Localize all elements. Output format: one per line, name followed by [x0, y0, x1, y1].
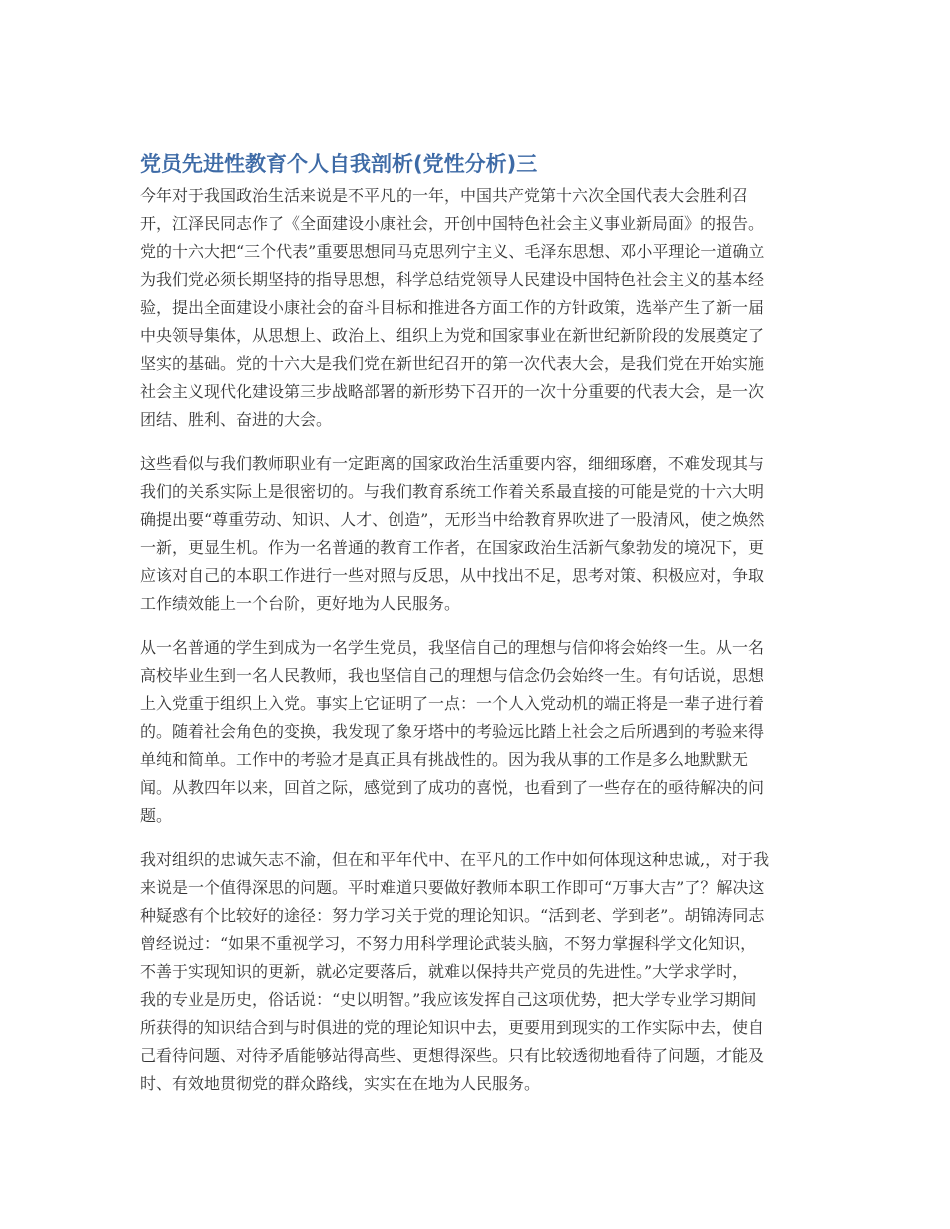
- text-line: 坚实的基础。党的十六大是我们党在新世纪召开的第一次代表大会，是我们党在开始实施: [140, 354, 765, 373]
- text-line: 这些看似与我们教师职业有一定距离的国家政治生活重要内容，细细琢磨，不难发现其与: [140, 454, 765, 473]
- text-line: 的。随着社会角色的变换，我发现了象牙塔中的考验远比踏上社会之后所遇到的考验来得: [140, 722, 765, 741]
- text-line: 高校毕业生到一名人民教师，我也坚信自己的理想与信念仍会始终一生。有句话说，思想: [140, 666, 765, 685]
- document-title: 党员先进性教育个人自我剖析(党性分析)三: [140, 152, 538, 176]
- paragraph-3: [140, 634, 812, 830]
- text-line: 我的专业是历史，俗话说：“史以明智。”我应该发挥自己这项优势，把大学专业学习期间: [140, 990, 757, 1009]
- text-line: 今年对于我国政治生活来说是不平凡的一年，中国共产党第十六次全国代表大会胜利召: [140, 186, 749, 205]
- text-line: 来说是一个值得深思的问题。平时难道只要做好教师本职工作即可“万事大吉”了？解决这: [140, 878, 765, 897]
- text-line: 开，江泽民同志作了《全面建设小康社会，开创中国特色社会主义事业新局面》的报告。: [140, 214, 765, 233]
- document-body: [140, 182, 812, 1114]
- text-line: 题。: [140, 806, 173, 825]
- text-line: 己看待问题、对待矛盾能够站得高些、更想得深些。只有比较透彻地看待了问题，才能及: [140, 1046, 765, 1065]
- text-line: 上入党重于组织上入党。事实上它证明了一点：一个人入党动机的端正将是一辈子进行着: [140, 694, 765, 713]
- paragraph-4: [140, 846, 812, 1098]
- text-line: 所获得的知识结合到与时俱进的党的理论知识中去，更要用到现实的工作实际中去，使自: [140, 1018, 765, 1037]
- text-line: 我对组织的忠诚矢志不渝，但在和平年代中、在平凡的工作中如何体现这种忠诚,，对于我: [140, 850, 770, 869]
- text-line: 时、有效地贯彻党的群众路线，实实在在地为人民服务。: [140, 1074, 541, 1093]
- text-line: 曾经说过：“如果不重视学习，不努力用科学理论武装头脑，不努力掌握科学文化知识，: [140, 934, 757, 953]
- text-line: 社会主义现代化建设第三步战略部署的新形势下召开的一次十分重要的代表大会，是一次: [140, 382, 765, 401]
- paragraph-2: [140, 450, 812, 618]
- text-line: 我们的关系实际上是很密切的。与我们教育系统工作着关系最直接的可能是党的十六大明: [140, 482, 765, 501]
- text-line: 工作绩效能上一个台阶，更好地为人民服务。: [140, 594, 461, 613]
- text-line: 不善于实现知识的更新，就必定要落后，就难以保持共产党员的先进性。”大学求学时，: [140, 962, 749, 981]
- text-line: 种疑惑有个比较好的途径：努力学习关于党的理论知识。“活到老、学到老”。胡锦涛同志: [140, 906, 765, 925]
- text-line: 中央领导集体，从思想上、政治上、组织上为党和国家事业在新世纪新阶段的发展奠定了: [140, 326, 765, 345]
- text-line: 为我们党必须长期坚持的指导思想，科学总结党领导人民建设中国特色社会主义的基本经: [140, 270, 765, 289]
- paragraph-1: [140, 182, 812, 434]
- text-line: 应该对自己的本职工作进行一些对照与反思，从中找出不足，思考对策、积极应对，争取: [140, 566, 765, 585]
- text-line: 从一名普通的学生到成为一名学生党员，我坚信自己的理想与信仰将会始终一生。从一名: [140, 638, 765, 657]
- text-line: 闻。从教四年以来，回首之际，感觉到了成功的喜悦，也看到了一些存在的亟待解决的问: [140, 778, 765, 797]
- text-line: 一新，更显生机。作为一名普通的教育工作者，在国家政治生活新气象勃发的境况下，更: [140, 538, 765, 557]
- text-line: 党的十六大把“三个代表”重要思想同马克思列宁主义、毛泽东思想、邓小平理论一道确立: [140, 242, 765, 261]
- text-line: 确提出要“尊重劳动、知识、人才、创造”，无形当中给教育界吹进了一股清风，使之焕然: [140, 510, 765, 529]
- text-line: 团结、胜利、奋进的大会。: [140, 410, 333, 429]
- text-line: 验，提出全面建设小康社会的奋斗目标和推进各方面工作的方针政策，选举产生了新一届: [140, 298, 765, 317]
- text-line: 单纯和简单。工作中的考验才是真正具有挑战性的。因为我从事的工作是多么地默默无: [140, 750, 749, 769]
